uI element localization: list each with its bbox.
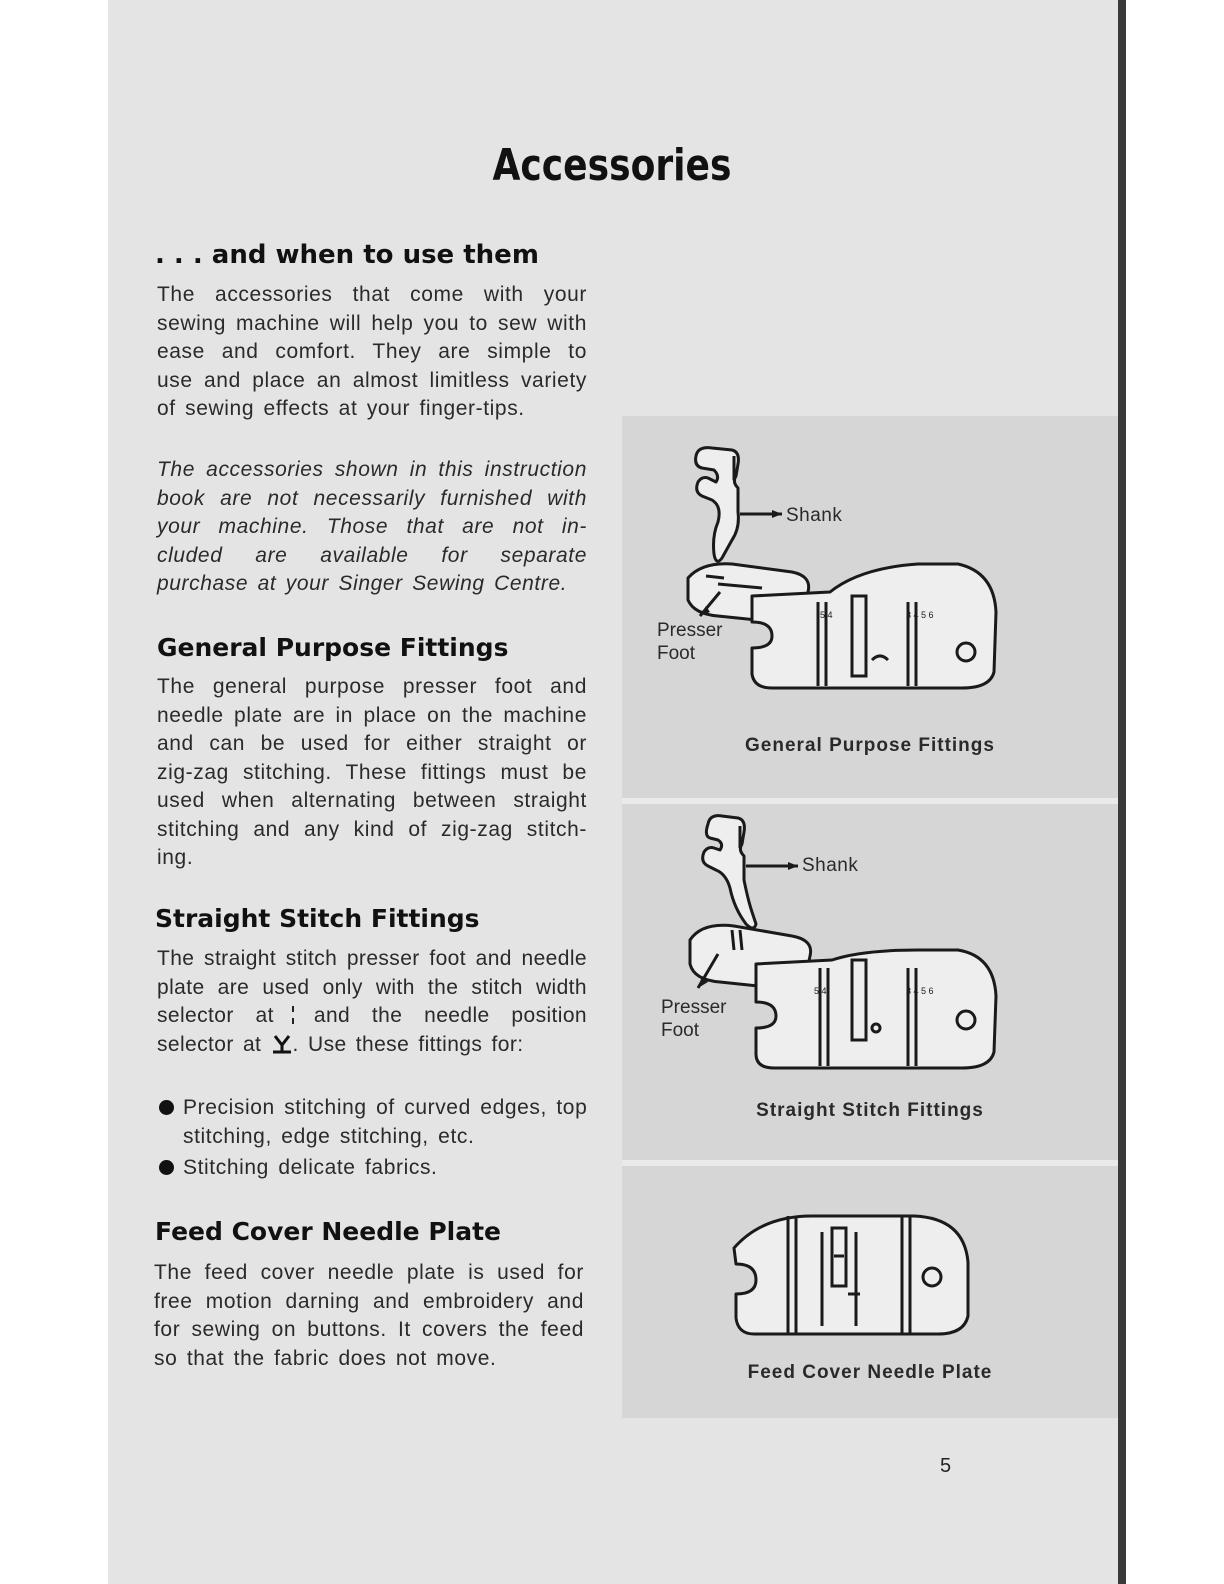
shank-label: Shank (802, 855, 859, 876)
subtitle: . . . and when to use them (155, 240, 539, 270)
left-stitch-marks: 5 4 (814, 986, 827, 996)
list-item: Stitching delicate fabrics. (157, 1153, 597, 1182)
right-stitch-marks: 3 4 5 6 (906, 986, 934, 996)
intro-italic-paragraph: The accessories shown in this instruction book are not necessarily furnished with your machine. Those that are not in-cluded are available for separate purchase at your Singer Sewing Centre. (157, 458, 587, 595)
general-caption: General Purpose Fittings (745, 735, 995, 756)
page-title: Accessories (492, 140, 732, 191)
straight-text-3: . Use these fittings for: (292, 1032, 524, 1056)
straight-text-1: The straight stitch presser foot and needle plate are used only with the stitch width selector at (157, 947, 587, 1027)
feed-paragraph: The feed cover needle plate is used for free motion darning and embroidery and for sewing on buttons. It covers the feed so that the fabric does not move. (154, 1261, 584, 1370)
intro-paragraph: The accessories that come with your sewing machine will help you to sew with ease and comfort. They are simple to use and place an almost limitless variety of sewing effects at your finger-tips. (157, 283, 587, 420)
bullet-icon (159, 1100, 174, 1115)
stitch-width-symbol (292, 1006, 296, 1024)
page-number: 5 (940, 1455, 952, 1477)
presser-foot-label: Presser Foot (661, 997, 727, 1041)
left-stitch-marks: 5 4 (820, 610, 833, 620)
list-item: Precision stitching of curved edges, top stitching, edge stitching, etc. (157, 1093, 597, 1151)
shank-label: Shank (786, 505, 843, 526)
straight-bullet-list (157, 1093, 597, 1184)
needle-position-symbol (271, 1034, 293, 1054)
bullet-icon (159, 1160, 174, 1175)
straight-heading: Straight Stitch Fittings (155, 904, 480, 933)
feed-caption: Feed Cover Needle Plate (747, 1362, 993, 1383)
general-paragraph: The general purpose presser foot and needle plate are in place on the machine and can be used for either straight or zig-zag stitching. These fittings must be used when alternating between straight stitching and any kind of zig-zag stitch-ing. (157, 675, 587, 869)
presser-foot-label: Presser Foot (657, 620, 723, 664)
right-stitch-marks: 3 4 5 6 (906, 610, 934, 620)
straight-paragraph (157, 945, 587, 1059)
feed-heading: Feed Cover Needle Plate (155, 1217, 502, 1246)
straight-caption: Straight Stitch Fittings (756, 1100, 984, 1121)
general-heading: General Purpose Fittings (157, 633, 509, 662)
straight-text-2: and the needle position selector at (157, 1004, 587, 1056)
